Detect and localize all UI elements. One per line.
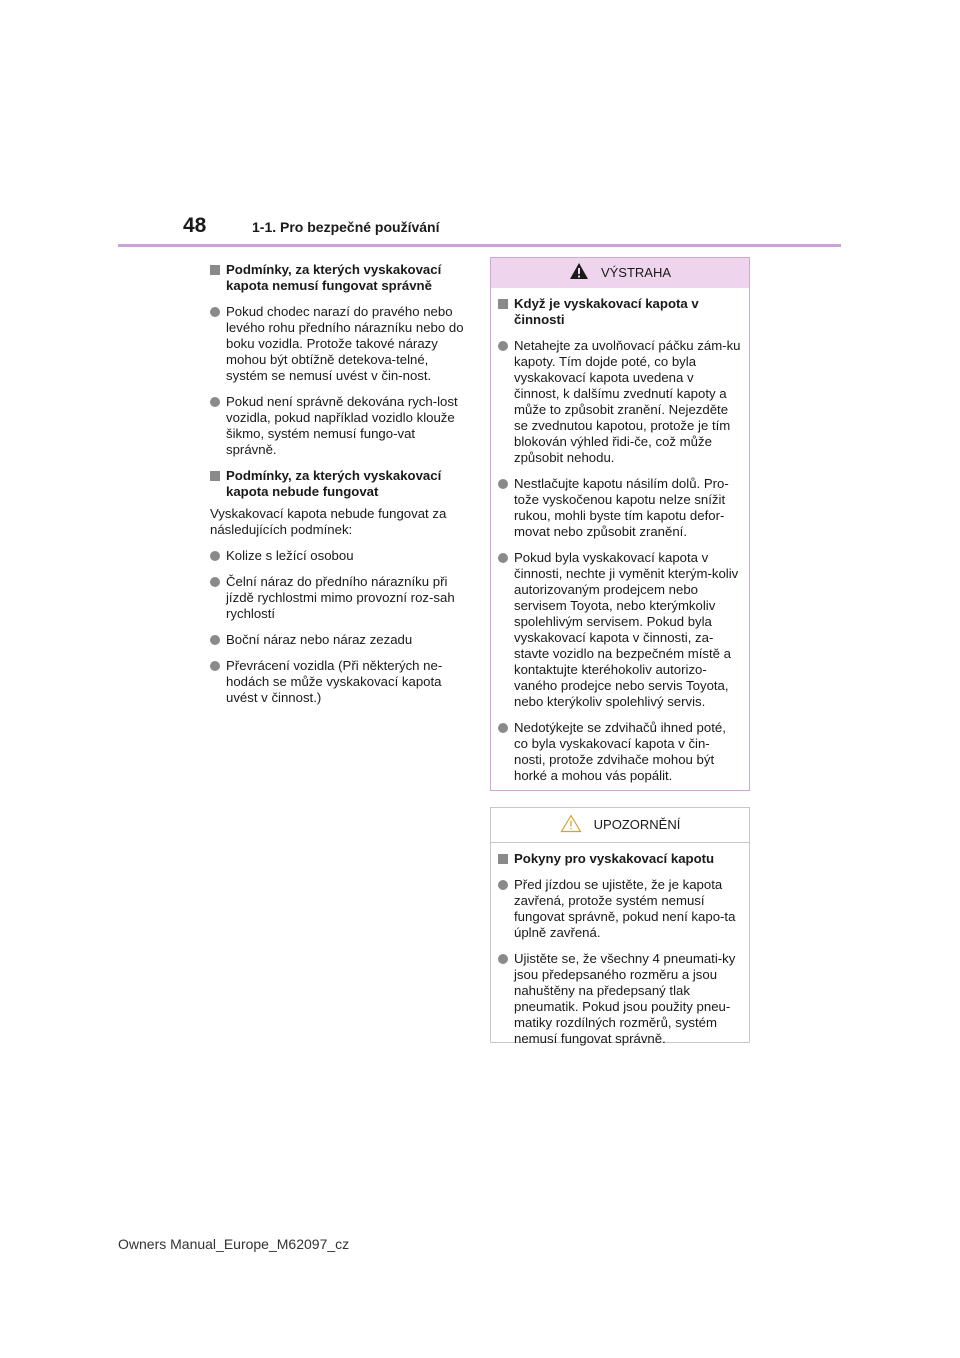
list-item — [210, 632, 468, 648]
item-text: Ujistěte se, že všechny 4 pneumati-ky jsou předepsaného rozměru a jsou nahuštěny na předepsaný tlak pneumatik. Pokud jsou použity pneu-matiky rozdílných rozměrů, systém nemusí fungovat správně. — [514, 951, 736, 1046]
warning-header — [491, 258, 749, 288]
list-item — [210, 574, 468, 622]
list-item — [210, 304, 468, 384]
warning-body — [491, 288, 749, 784]
round-bullet-icon — [498, 341, 508, 351]
caution-header — [491, 808, 749, 843]
list-item — [210, 394, 468, 458]
item-text: Nestlačujte kapotu násilím dolů. Pro-tože vyskočenou kapotu nelze snížit rukou, mohli byste tím kapotu defor-movat nebo způsobit zranění. — [514, 476, 729, 539]
list-item — [498, 338, 741, 466]
section-heading — [210, 468, 468, 500]
round-bullet-icon — [498, 954, 508, 964]
round-bullet-icon — [498, 479, 508, 489]
list-item — [498, 951, 741, 1047]
header-rule — [118, 244, 841, 247]
warning-title: VÝSTRAHA — [600, 265, 672, 280]
heading-text: Podmínky, za kterých vyskakovací kapota nemusí fungovat správně — [226, 262, 442, 293]
caution-body — [491, 843, 749, 1047]
warning-triangle-icon — [569, 262, 589, 284]
item-text: Netahejte za uvolňovací páčku zám-ku kapoty. Tím dojde poté, co byla vyskakovací kapota uvedena v činnost, k dalšímu zvednutí kapoty a může to způsobit zranění. Nejezděte se zvednutou kapotou, protože je tím blokován výhled řidi-če, což může způsobit nehodu. — [514, 338, 741, 465]
round-bullet-icon — [210, 577, 220, 587]
page-number: 48 — [183, 214, 207, 237]
warning-box — [490, 257, 750, 791]
round-bullet-icon — [210, 661, 220, 671]
item-text: Nedotýkejte se zdvihačů ihned poté, co byla vyskakovací kapota v čin-nosti, protože zdvihače mohou být horké a mohou vás popálit. — [514, 720, 726, 783]
square-bullet-icon — [210, 265, 220, 275]
list-item — [210, 658, 468, 706]
item-text: Pokud chodec narazí do pravého nebo levého rohu předního nárazníku nebo do boku vozidla. Protože takové nárazy mohou být obtížně detekova-telné, systém se nemusí uvést v čin-nost. — [226, 304, 464, 383]
right-column — [490, 257, 750, 1046]
round-bullet-icon — [498, 723, 508, 733]
warning-heading — [498, 296, 741, 328]
caution-title: UPOZORNĚNÍ — [593, 817, 681, 832]
list-item — [210, 548, 468, 564]
round-bullet-icon — [498, 880, 508, 890]
item-text: Boční náraz nebo náraz zezadu — [226, 632, 413, 647]
square-bullet-icon — [498, 854, 508, 864]
item-text: Čelní náraz do předního nárazníku při jízdě rychlostmi mimo provozní roz-sah rychlostí — [226, 574, 455, 621]
round-bullet-icon — [210, 307, 220, 317]
round-bullet-icon — [498, 553, 508, 563]
caution-box — [490, 807, 750, 1046]
list-item — [498, 550, 741, 710]
section-title: 1-1. Pro bezpečné používání — [252, 219, 440, 235]
round-bullet-icon — [210, 551, 220, 561]
square-bullet-icon — [210, 471, 220, 481]
item-text: Pokud byla vyskakovací kapota v činnosti, nechte ji vyměnit kterým-koliv autorizovaným prodejcem nebo servisem Toyota, nebo kterýmkoliv spolehlivým servisem. Pokud byla vyskakovací kapota v činnosti, za-stavte vozidlo na bezpečném místě a kontaktujte kteréhokoliv autorizo-vaného prodejce nebo servis Toyota, nebo kterýkoliv spolehlivý servis. — [514, 550, 739, 709]
round-bullet-icon — [210, 635, 220, 645]
list-item — [498, 720, 741, 784]
footer-text: Owners Manual_Europe_M62097_cz — [118, 1236, 350, 1252]
heading-text: Podmínky, za kterých vyskakovací kapota nebude fungovat — [226, 468, 442, 499]
item-text: Před jízdou se ujistěte, že je kapota zavřená, protože systém nemusí fungovat správně, pokud není kapo-ta úplně zavřená. — [514, 877, 736, 940]
item-text: Pokud není správně dekována rych-lost vozidla, pokud například vozidlo klouže šikmo, systém nemusí fungo-vat správně. — [226, 394, 458, 457]
caution-triangle-outline-icon — [560, 814, 582, 837]
intro-paragraph: Vyskakovací kapota nebude fungovat za následujících podmínek: — [210, 506, 447, 537]
caution-heading — [498, 851, 741, 867]
round-bullet-icon — [210, 397, 220, 407]
item-text: Převrácení vozidla (Při některých ne-hodách se může vyskakovací kapota uvést v činnost.) — [226, 658, 443, 705]
heading-text: Když je vyskakovací kapota v činnosti — [514, 296, 699, 327]
square-bullet-icon — [498, 299, 508, 309]
section-heading — [210, 262, 468, 294]
left-column — [210, 262, 468, 716]
list-item — [498, 877, 741, 941]
list-item — [498, 476, 741, 540]
item-text: Kolize s ležící osobou — [226, 548, 354, 563]
heading-text: Pokyny pro vyskakovací kapotu — [514, 851, 715, 866]
